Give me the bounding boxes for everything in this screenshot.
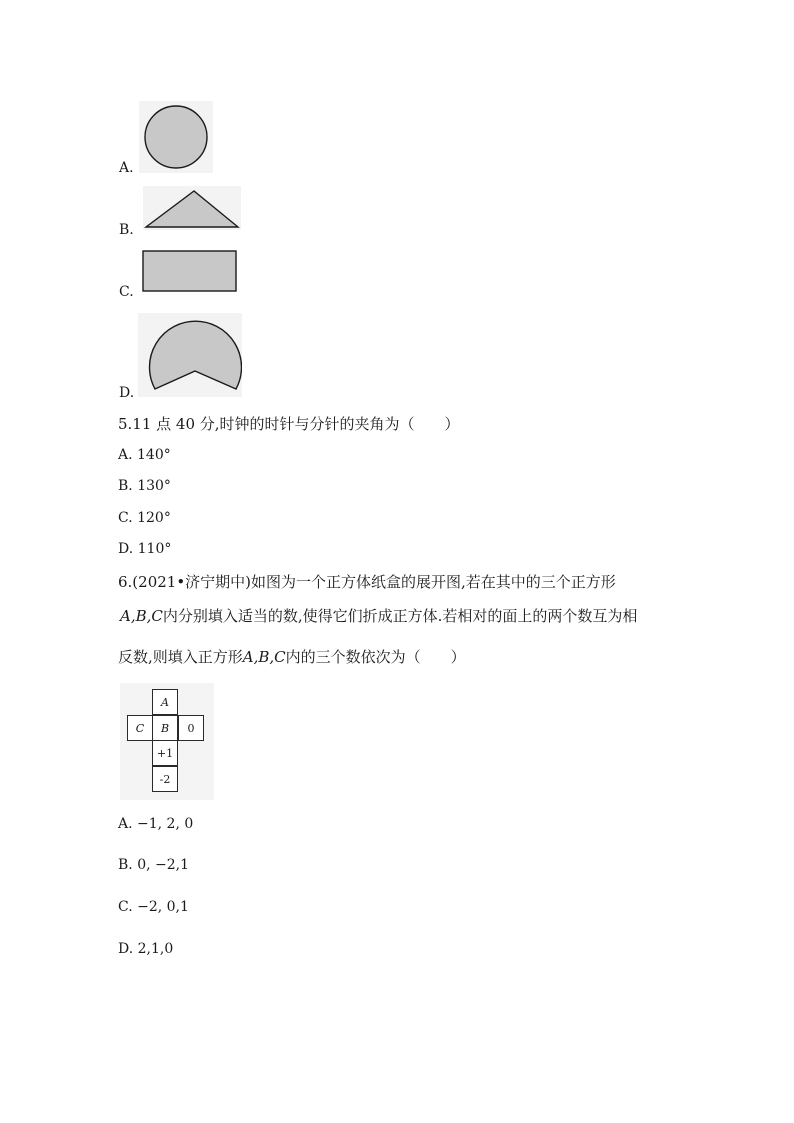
- question-6-line-3-post: 内的三个数依次为（ ）: [285, 648, 466, 666]
- net-cell-below-2: -2: [152, 766, 178, 792]
- q5-option-b: B. 130°: [118, 478, 171, 494]
- q6-option-a: A. −1, 2, 0: [118, 816, 194, 832]
- circle-shape: [139, 101, 213, 173]
- net-cell-right: 0: [178, 715, 204, 741]
- q5-option-a: A. 140°: [118, 447, 171, 463]
- question-6-line-1: 6.(2021•济宁期中)如图为一个正方体纸盒的展开图,若在其中的三个正方形: [118, 573, 616, 591]
- triangle-shape: [143, 186, 241, 230]
- variables-abc: A,B,C: [120, 607, 163, 625]
- rectangle-figure: [141, 249, 238, 293]
- question-6-line-2: [120, 607, 637, 625]
- option-b-label: B.: [119, 222, 134, 238]
- q5-option-d: D. 110°: [118, 541, 172, 557]
- q6-option-b: B. 0, −2,1: [118, 857, 189, 873]
- question-6-line-3: [118, 648, 466, 666]
- cube-net-figure: [120, 683, 214, 800]
- triangle-figure: [143, 186, 241, 230]
- net-cell-below-1: +1: [152, 740, 178, 766]
- option-c-label: C.: [119, 284, 134, 300]
- circle-figure: [139, 101, 213, 173]
- question-5-stem: 5.11 点 40 分,时钟的时针与分针的夹角为（ ）: [118, 415, 460, 433]
- sector-figure: [138, 313, 242, 397]
- q6-option-d: D. 2,1,0: [118, 941, 174, 957]
- question-6-line-2-text: 内分别填入适当的数,使得它们折成正方体.若相对的面上的两个数互为相: [162, 607, 638, 625]
- option-a-label: A.: [119, 160, 134, 176]
- variables-abc: A,B,C: [242, 648, 286, 666]
- net-cell-a: A: [152, 689, 178, 715]
- q5-option-c: C. 120°: [118, 510, 171, 526]
- q6-option-c: C. −2, 0,1: [118, 899, 189, 915]
- sector-shape: [138, 313, 242, 397]
- net-cell-b: B: [152, 715, 178, 741]
- net-cell-c: C: [127, 715, 153, 741]
- question-6-line-3-pre: 反数,则填入正方形: [118, 648, 243, 666]
- option-d-label: D.: [119, 385, 135, 401]
- rectangle-shape: [141, 249, 238, 293]
